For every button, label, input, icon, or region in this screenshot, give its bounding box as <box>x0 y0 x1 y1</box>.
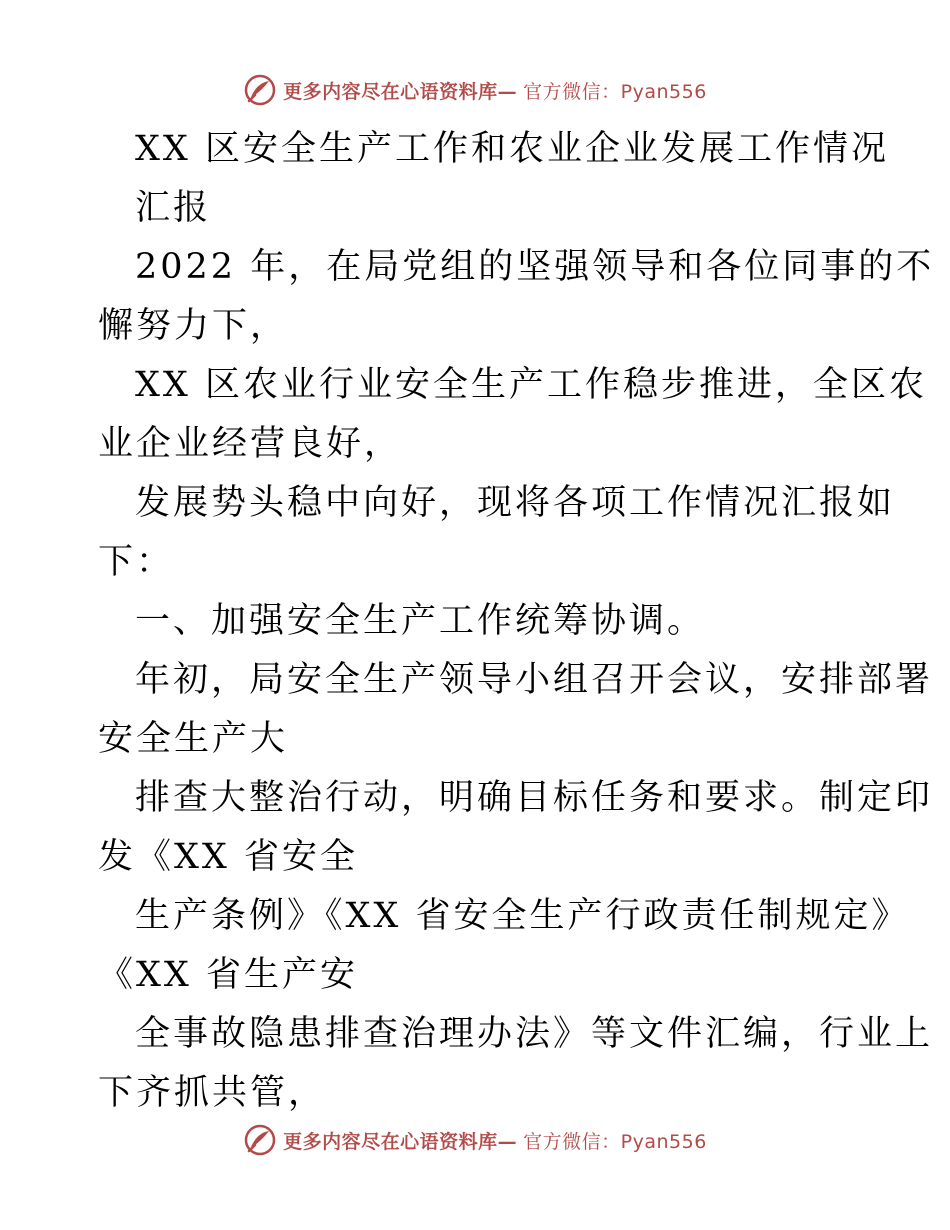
paragraph-5-line-2: 发《XX 省安全 <box>98 837 358 877</box>
footer-wechat-text: 官方微信：Pyan556 <box>523 1130 707 1153</box>
paragraph-2-line-2: 业企业经营良好， <box>98 424 403 464</box>
paragraph-5-line-1: 排查大整治行动，明确目标任务和要求。制定印 <box>135 778 934 818</box>
pen-logo-icon <box>243 73 277 107</box>
footer-watermark <box>0 1120 950 1160</box>
paragraph-3-line-1: 发展势头稳中向好，现将各项工作情况汇报如 <box>135 483 896 523</box>
footer-promo-text: 更多内容尽在心语资料库— <box>283 1130 518 1153</box>
paragraph-1-line-1: 2022 年，在局党组的坚强领导和各位同事的不 <box>135 247 935 287</box>
header-watermark <box>0 70 950 110</box>
paragraph-4-line-1: 年初，局安全生产领导小组召开会议，安排部署 <box>135 660 934 700</box>
paragraph-6-line-2: 《XX 省生产安 <box>98 955 358 995</box>
document-title-line-2: 汇报 <box>135 188 212 228</box>
document-body <box>98 120 935 1123</box>
section-heading-1: 一、加强安全生产工作统筹协调。 <box>135 601 706 641</box>
paragraph-4-line-2: 安全生产大 <box>98 719 289 759</box>
paragraph-2-line-1: XX 区农业行业安全生产工作稳步推进，全区农 <box>135 365 927 405</box>
paragraph-1-line-2: 懈努力下， <box>98 306 289 346</box>
pen-logo-icon <box>243 1123 277 1157</box>
paragraph-7-line-2: 下齐抓共管， <box>98 1073 327 1113</box>
header-wechat-text: 官方微信：Pyan556 <box>523 80 707 103</box>
paragraph-7-line-1: 全事故隐患排查治理办法》等文件汇编，行业上 <box>135 1014 934 1054</box>
paragraph-6-line-1: 生产条例》《XX 省安全生产行政责任制规定》 <box>135 896 910 936</box>
paragraph-3-line-2: 下： <box>98 542 175 582</box>
document-title-line-1: XX 区安全生产工作和农业企业发展工作情况 <box>135 129 889 169</box>
header-promo-text: 更多内容尽在心语资料库— <box>283 80 518 103</box>
